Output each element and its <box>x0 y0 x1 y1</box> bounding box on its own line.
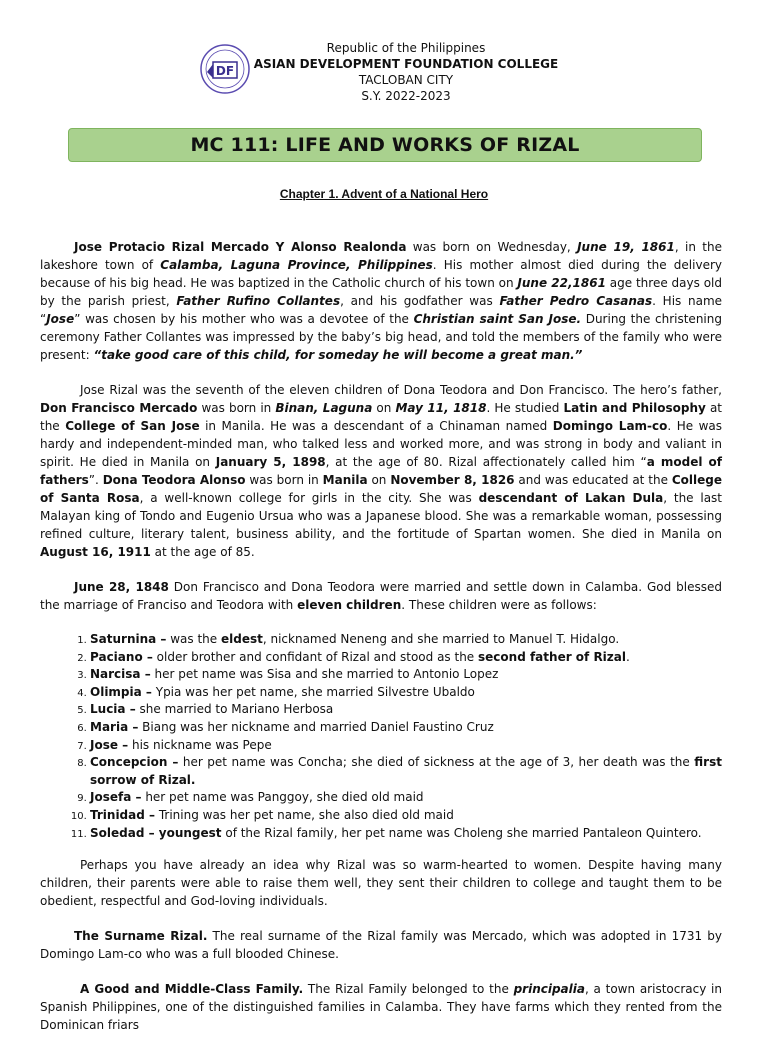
chapter-heading: Chapter 1. Advent of a National Hero <box>279 187 489 201</box>
list-item: 3. Narcisa – her pet name was Sisa and she married to Antonio Lopez <box>90 666 722 684</box>
header-college-name: ASIAN DEVELOPMENT FOUNDATION COLLEGE <box>253 57 559 71</box>
header-republic: Republic of the Philippines <box>326 41 486 55</box>
list-item: 10. Trinidad – Trining was her pet name, she also died old maid <box>90 807 722 825</box>
children-list <box>40 631 722 842</box>
paragraph-birth: Jose Protacio Rizal Mercado Y Alonso Realonda was born on Wednesday, June 19, 1861, in the lakeshore town of Calamba, Laguna Province, Philippines. His mother almost died during the delivery because of his big head. He was baptized in the Catholic church of his town on June 22,1861 age three days old by the parish priest, Father Rufino Collantes, and his godfather was Father Pedro Casanas. His name “Jose” was chosen by his mother who was a devotee of the Christian saint San Jose. During the christening ceremony Father Collantes was impressed by the baby’s big head, and told the members of the family who were present: “take good care of this child, for someday he will become a great man.” <box>40 240 723 362</box>
list-item: 9. Josefa – her pet name was Panggoy, she died old maid <box>90 789 722 807</box>
paragraph-marriage: June 28, 1848 Don Francisco and Dona Teodora were married and settle down in Calamba. God blessed the marriage of Franciso and Teodora with eleven children. These children were as follows: <box>40 580 722 612</box>
list-item: 1. Saturnina – was the eldest, nicknamed Neneng and she married to Manuel T. Hidalgo. <box>90 631 722 649</box>
course-title: MC 111: LIFE AND WORKS OF RIZAL <box>190 134 580 156</box>
list-item: 2. Paciano – older brother and confidant of Rizal and stood as the second father of Rizal. <box>90 649 722 667</box>
list-item: 4. Olimpia – Ypia was her pet name, she married Silvestre Ubaldo <box>90 684 722 702</box>
header-school-year: S.Y. 2022-2023 <box>361 89 451 103</box>
list-item: 6. Maria – Biang was her nickname and married Daniel Faustino Cruz <box>90 719 722 737</box>
paragraph-upbringing: Perhaps you have already an idea why Rizal was so warm-hearted to women. Despite having many children, their parents were able to raise them well, they sent their children to college and taught them to be obedient, respectful and God-loving individuals. <box>40 858 722 909</box>
paragraph-family-class: A Good and Middle-Class Family. The Rizal Family belonged to the principalia, a town aristocracy in Spanish Philippines, one of the distinguished families in Calamba. They have farms which they rented from the Dominican friars <box>40 982 722 1033</box>
header-city: TACLOBAN CITY <box>358 73 454 87</box>
list-item: 7. Jose – his nickname was Pepe <box>90 737 722 755</box>
document-body <box>40 238 722 1051</box>
list-item: 5. Lucia – she married to Mariano Herbosa <box>90 701 722 719</box>
paragraph-surname: The Surname Rizal. The real surname of the Rizal family was Mercado, which was adopted in 1731 by Domingo Lam-co who was a full blooded Chinese. <box>40 929 722 962</box>
course-title-banner <box>68 128 702 162</box>
list-item: 11. Soledad – youngest of the Rizal family, her pet name was Choleng she married Pantaleon Quintero. <box>90 825 722 843</box>
header-text-block <box>230 40 582 104</box>
list-item: 8. Concepcion – her pet name was Concha; she died of sickness at the age of 3, her death was the first sorrow of Rizal. <box>90 754 722 789</box>
document-header <box>0 40 768 110</box>
paragraph-parents: Jose Rizal was the seventh of the eleven children of Dona Teodora and Don Francisco. The hero’s father, Don Francisco Mercado was born in Binan, Laguna on May 11, 1818. He studied Latin and Philosophy at the College of San Jose in Manila. He was a descendant of a Chinaman named Domingo Lam-co. He was hardy and independent-minded man, who talked less and worked more, and was strong in body and valiant in spirit. He died in Manila on January 5, 1898, at the age of 80. Rizal affectionately called him “a model of fathers”. Dona Teodora Alonso was born in Manila on November 8, 1826 and was educated at the College of Santa Rosa, a well-known college for girls in the city. She was descendant of Lakan Dula, the last Malayan king of Tondo and Eugenio Ursua who was a Japanese blood. She was a remarkable woman, possessing refined culture, literary talent, business ability, and the fortitude of Spartan women. She died in Manila on August 16, 1911 at the age of 85. <box>40 383 723 559</box>
logo-lettering: DF <box>215 64 235 78</box>
